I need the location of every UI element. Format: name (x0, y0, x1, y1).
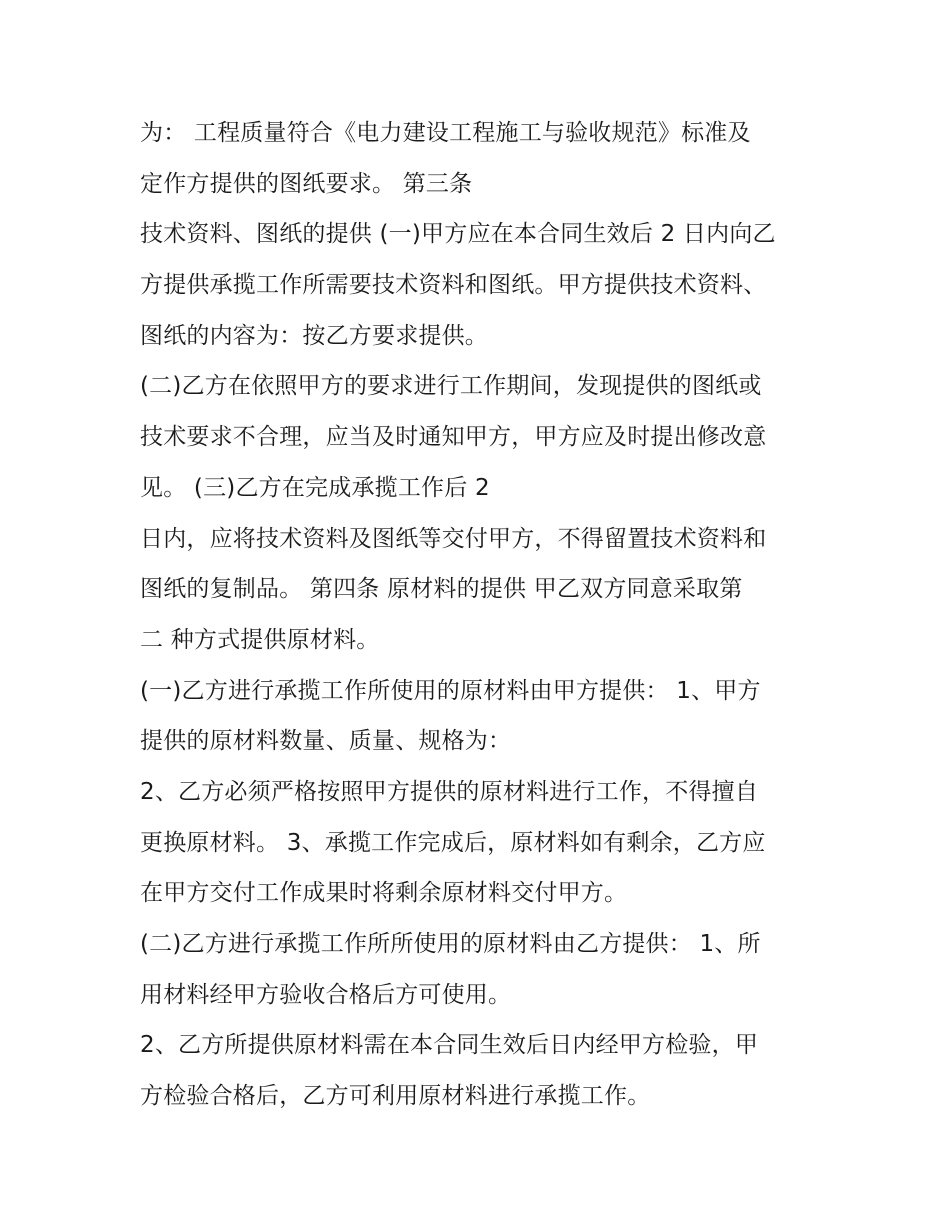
contract-text-body (140, 108, 840, 1122)
text-line: 用材料经甲方验收合格后方可使用。 (140, 981, 512, 1008)
text-line: 技术要求不合理，应当及时通知甲方，甲方应及时提出修改意 (140, 424, 767, 451)
text-line: 图纸的复制品。 第四条 原材料的提供 甲乙双方同意采取第 (140, 576, 743, 603)
text-line: 二 种方式提供原材料。 (140, 626, 380, 653)
text-line: 提供的原材料数量、质量、规格为： (140, 728, 512, 755)
text-line: 技术资料、图纸的提供 (一)甲方应在本合同生效后 2 日内向乙 (140, 221, 776, 248)
text-line: 日内，应将技术资料及图纸等交付甲方，不得留置技术资料和 (140, 525, 767, 552)
text-line: 在甲方交付工作成果时将剩余原材料交付甲方。 (140, 880, 628, 907)
text-line: 方检验合格后，乙方可利用原材料进行承揽工作。 (140, 1083, 651, 1110)
text-line: 定作方提供的图纸要求。 第三条 (140, 170, 473, 197)
text-line: (一)乙方进行承揽工作所使用的原材料由甲方提供： 1、甲方 (140, 677, 761, 704)
text-line: 图纸的内容为：按乙方要求提供。 (140, 322, 488, 349)
text-line: (二)乙方进行承揽工作所所使用的原材料由乙方提供： 1、所 (140, 931, 761, 957)
text-line: 为： 工程质量符合《电力建设工程施工与验收规范》标准及 (140, 120, 751, 146)
text-line: 2、乙方必须严格按照甲方提供的原材料进行工作，不得擅自 (140, 778, 759, 805)
text-line: 2、乙方所提供原材料需在本合同生效后日内经甲方检验，甲 (140, 1032, 759, 1059)
text-line: (二)乙方在依照甲方的要求进行工作期间，发现提供的图纸或 (140, 373, 762, 400)
text-line: 见。 (三)乙方在完成承揽工作后 2 (140, 474, 490, 501)
text-line: 更换原材料。 3、承揽工作完成后，原材料如有剩余，乙方应 (140, 829, 766, 856)
text-line: 方提供承揽工作所需要技术资料和图纸。甲方提供技术资料、 (140, 272, 767, 299)
